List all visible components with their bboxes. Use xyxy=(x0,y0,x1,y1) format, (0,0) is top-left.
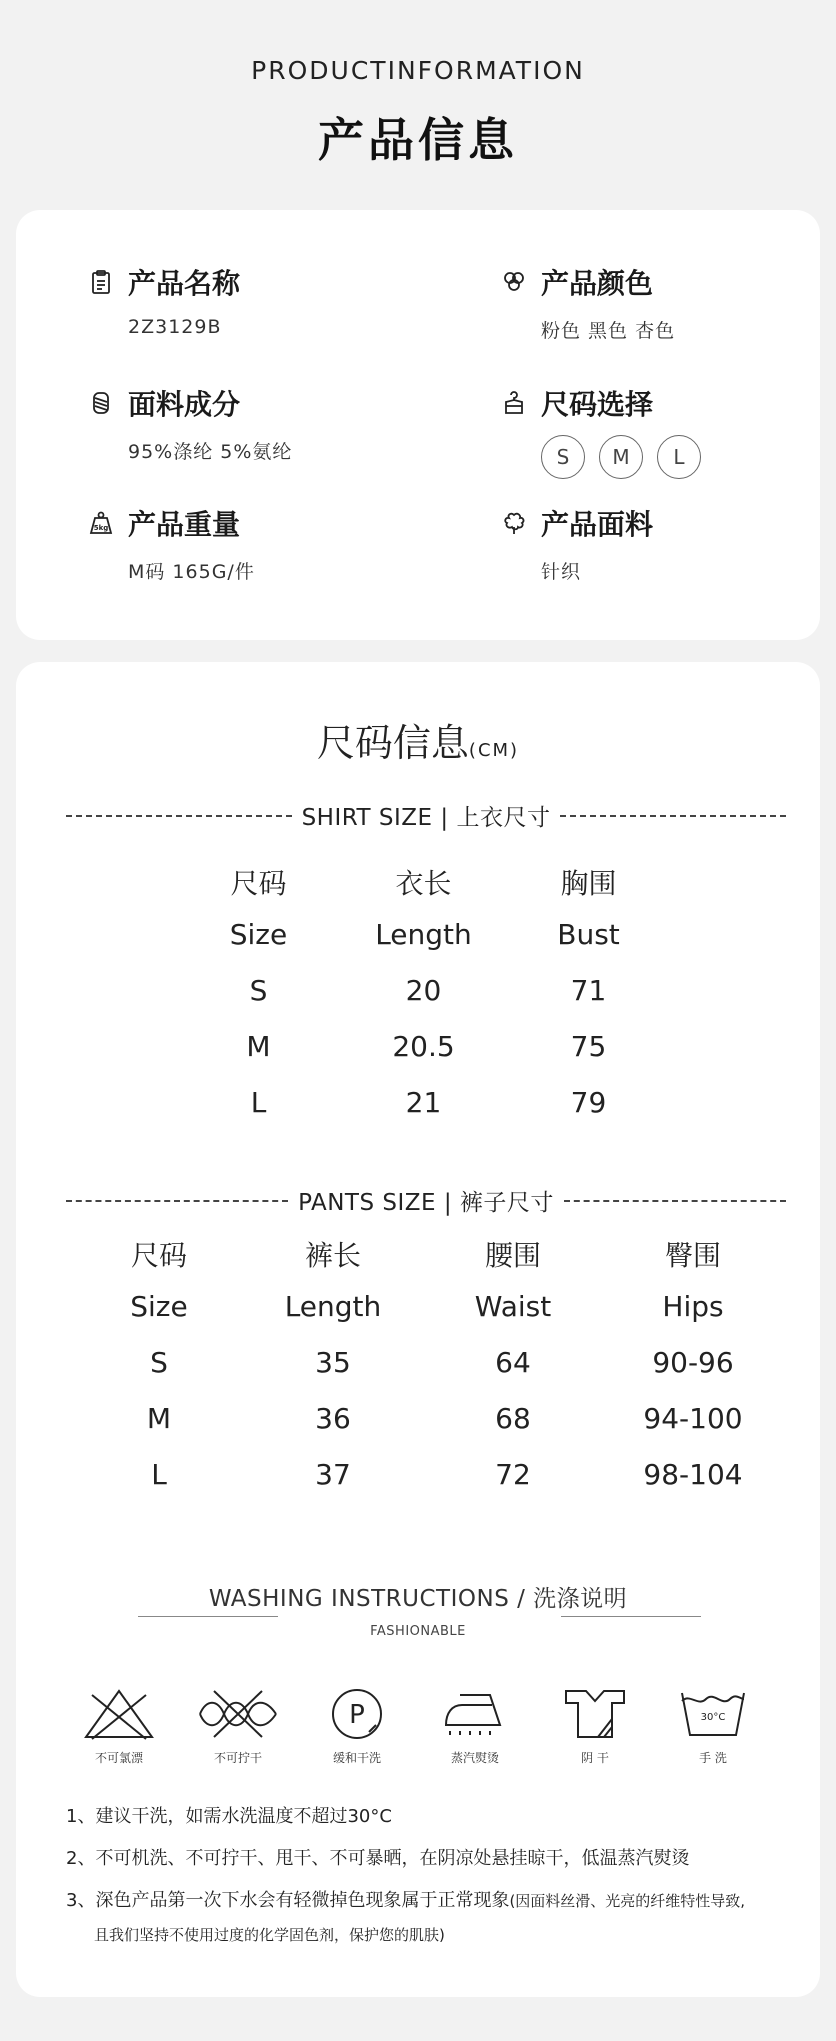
washing-line-right xyxy=(561,1616,701,1617)
info-value: 粉色 黑色 杏色 xyxy=(541,320,676,342)
info-value: M码 165G/件 xyxy=(128,561,255,583)
info-material xyxy=(501,503,653,584)
info-label: 产品颜色 xyxy=(541,267,654,300)
clipboard-icon xyxy=(88,269,114,295)
table-header-cell: Length xyxy=(284,1290,382,1323)
tshirt-hanger-icon xyxy=(501,390,527,416)
care-label: 缓和干洗 xyxy=(332,1751,381,1765)
size-info-title-text: 尺码信息 xyxy=(316,721,469,765)
product-info-card xyxy=(16,210,820,640)
care-no-bleach xyxy=(64,1687,174,1766)
table-cell: M xyxy=(246,1030,271,1063)
care-label: 手 洗 xyxy=(699,1751,727,1765)
info-label: 尺码选择 xyxy=(541,388,654,421)
table-cell: 35 xyxy=(315,1346,351,1379)
info-size-select xyxy=(501,383,701,479)
table-header-cell: 衣长 xyxy=(395,867,452,900)
hand-wash-temp: 30°C xyxy=(700,1712,726,1723)
size-info-title xyxy=(16,712,820,767)
care-no-wring xyxy=(183,1687,293,1766)
table-cell: 64 xyxy=(495,1346,531,1379)
washing-line-left xyxy=(138,1616,278,1617)
dry-clean-glyph: P xyxy=(349,1700,365,1730)
washing-subtitle: FASHIONABLE xyxy=(370,1624,466,1639)
palette-icon xyxy=(501,269,527,295)
table-row xyxy=(176,974,671,1007)
care-label: 阴 干 xyxy=(581,1751,609,1765)
care-steam-iron xyxy=(420,1687,530,1766)
table-cell: 72 xyxy=(495,1458,531,1491)
no-bleach-icon xyxy=(82,1687,156,1741)
care-label: 蒸汽熨烫 xyxy=(450,1751,499,1765)
care-note-2: 2、不可机洗、不可拧干、甩干、不可暴晒，在阴凉处悬挂晾干，低温蒸汽熨烫 xyxy=(66,1848,690,1869)
table-header-cell: 裤长 xyxy=(304,1239,361,1272)
care-label: 不可拧干 xyxy=(213,1751,262,1765)
table-header-cell: 臀围 xyxy=(664,1239,721,1272)
header-title-cn: 产品信息 xyxy=(318,113,518,167)
svg-text:5kg: 5kg xyxy=(93,524,109,532)
info-product-name xyxy=(88,262,240,338)
header-title-en: PRODUCTINFORMATION xyxy=(251,56,585,85)
weight-icon xyxy=(88,510,114,536)
table-cell: 68 xyxy=(495,1402,531,1435)
info-value: 2Z3129B xyxy=(128,316,222,338)
table-cell: 36 xyxy=(315,1402,351,1435)
info-value: 针织 xyxy=(541,561,582,583)
table-header-cell: Bust xyxy=(557,918,620,951)
pants-size-label: PANTS SIZE | 裤子尺寸 xyxy=(298,1190,554,1216)
table-cell: 90-96 xyxy=(652,1346,734,1379)
table-cell: 20 xyxy=(405,974,442,1007)
table-cell: 21 xyxy=(405,1086,442,1119)
table-row xyxy=(72,1458,780,1491)
table-cell: S xyxy=(150,1346,168,1379)
table-header-cell: Hips xyxy=(662,1290,724,1323)
yarn-spool-icon xyxy=(88,390,114,416)
care-label: 不可氯漂 xyxy=(94,1751,143,1765)
care-note-3-small: (因面料丝滑、光亮的纤维特性导致, xyxy=(509,1892,746,1910)
table-cell: L xyxy=(151,1458,167,1491)
table-header-cell: 胸围 xyxy=(560,867,617,900)
care-note-1: 1、建议干洗，如需水洗温度不超过30°C xyxy=(66,1806,392,1827)
table-row xyxy=(72,1346,780,1379)
info-label: 面料成分 xyxy=(128,388,241,421)
table-header-cell: Length xyxy=(375,918,472,951)
size-option-s[interactable]: S xyxy=(541,435,585,479)
table-cell: S xyxy=(249,974,268,1007)
info-value: 95%涤纶 5%氨纶 xyxy=(128,441,293,463)
size-info-card xyxy=(16,662,820,1997)
size-option-m[interactable]: M xyxy=(599,435,643,479)
table-header-cell: 尺码 xyxy=(130,1239,187,1272)
table-row xyxy=(72,1402,780,1435)
care-note-3 xyxy=(66,1886,745,1912)
care-note-3-cont: 且我们坚持不使用过度的化学固色剂，保护您的肌肤) xyxy=(94,1926,445,1944)
info-weight xyxy=(88,503,255,584)
shirt-size-label: SHIRT SIZE | 上衣尺寸 xyxy=(301,805,551,831)
washing-title: WASHING INSTRUCTIONS / 洗涤说明 xyxy=(208,1586,628,1612)
table-cell: 20.5 xyxy=(392,1030,455,1063)
info-label: 产品重量 xyxy=(128,508,241,541)
table-cell: 98-104 xyxy=(643,1458,743,1491)
table-header-cell: Size xyxy=(130,1290,188,1323)
table-header-cell: 尺码 xyxy=(230,867,287,900)
table-cell: M xyxy=(146,1402,172,1435)
shade-dry-icon xyxy=(562,1687,628,1741)
table-cell: L xyxy=(250,1086,267,1119)
shirt-header-cn xyxy=(176,862,671,902)
table-header-cell: Waist xyxy=(474,1290,552,1323)
table-cell: 79 xyxy=(570,1086,607,1119)
care-hand-wash xyxy=(658,1687,768,1766)
table-cell: 75 xyxy=(570,1030,607,1063)
table-cell: 94-100 xyxy=(643,1402,743,1435)
shirt-size-divider xyxy=(66,799,786,832)
info-label: 产品面料 xyxy=(541,508,654,541)
care-shade-dry xyxy=(540,1687,650,1766)
steam-iron-icon xyxy=(440,1687,510,1741)
pants-header-en xyxy=(72,1290,780,1323)
care-note-3-main: 3、深色产品第一次下水会有轻微掉色现象属于正常现象 xyxy=(66,1890,510,1911)
info-product-color xyxy=(501,262,675,343)
table-cell: 71 xyxy=(570,974,607,1007)
cotton-flower-icon xyxy=(501,510,527,536)
table-header-cell: 腰围 xyxy=(484,1239,541,1272)
table-row xyxy=(176,1030,671,1063)
table-header-cell: Size xyxy=(229,918,288,951)
table-cell: 37 xyxy=(315,1458,351,1491)
info-label: 产品名称 xyxy=(128,267,241,300)
size-option-l[interactable]: L xyxy=(657,435,701,479)
pants-header-cn xyxy=(72,1234,780,1274)
no-wring-icon xyxy=(196,1687,280,1741)
pants-size-divider xyxy=(66,1184,786,1217)
table-row xyxy=(176,1086,671,1119)
size-info-unit: (CM) xyxy=(468,740,520,761)
size-options xyxy=(541,435,701,479)
info-fabric xyxy=(88,383,292,464)
shirt-header-en xyxy=(176,918,671,951)
